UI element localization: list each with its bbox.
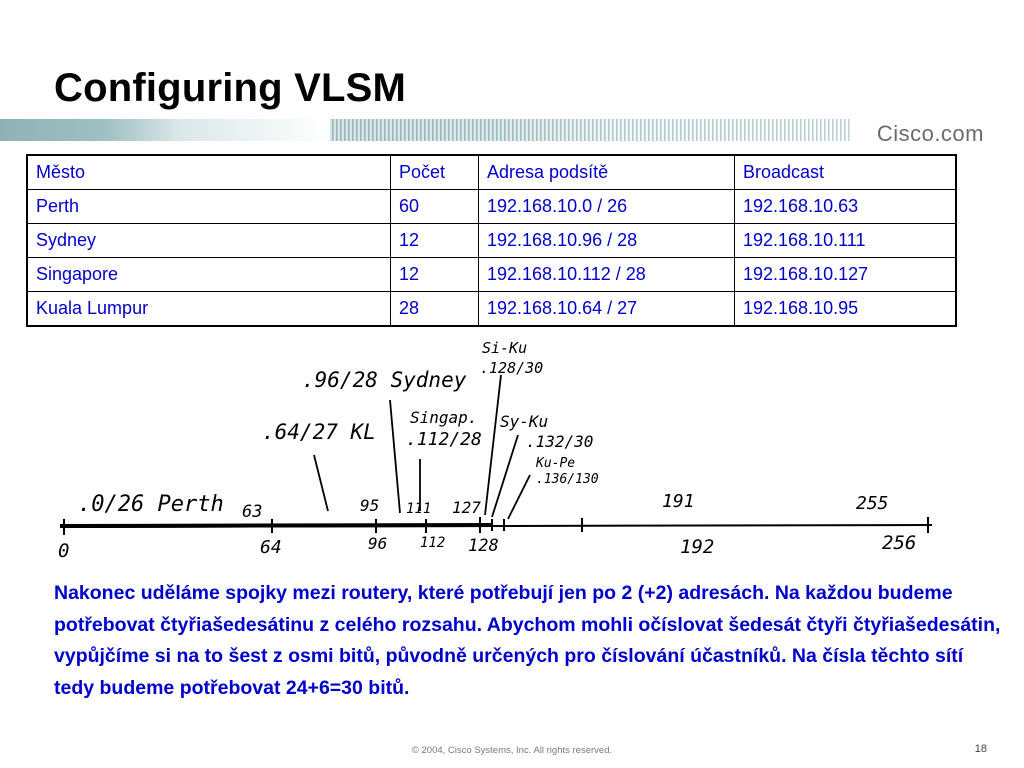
annotation-ku-pe: Ku-Pe (536, 456, 576, 471)
label-0: 0 (58, 540, 70, 562)
pointer-line (492, 435, 518, 517)
label-255: 255 (856, 493, 889, 514)
table-cell: Kuala Lumpur (27, 292, 391, 327)
vlsm-table (26, 154, 957, 327)
label-191: 191 (662, 491, 695, 512)
annotation-singapore: Singap. (410, 408, 478, 427)
table-cell: 192.168.10.64 / 27 (479, 292, 735, 327)
table-cell: 12 (391, 224, 479, 258)
annotation-sy-ku-net: .132/30 (526, 432, 594, 451)
label-192: 192 (680, 536, 715, 558)
annotation-kl: .64/27 KL (262, 420, 376, 444)
label-63: 63 (242, 502, 263, 522)
table-cell: Singapore (27, 258, 391, 292)
annotation-sy-ku: Sy-Ku (500, 412, 549, 431)
label-96: 96 (368, 534, 388, 553)
table-cell: 192.168.10.127 (735, 258, 957, 292)
pointer-line (390, 400, 400, 513)
explanation-paragraph: Nakonec uděláme spojky mezi routery, které potřebují jen po 2 (+2) adresách. Na každou budeme potřebovat čtyřiašedesátinu z celého rozsahu. Abychom mohli očíslovat šedesát čtyři čtyřiašedesátin, vypůjčíme si na to šest z osmi bitů, původně určených pro číslování účastníků. Na čísla těchto sítí tedy budeme potřebovat 24+6=30 bitů. (54, 582, 1001, 699)
table-cell: 192.168.10.95 (735, 292, 957, 327)
table-cell: 12 (391, 258, 479, 292)
pointer-line (314, 455, 328, 511)
label-112: 112 (420, 535, 446, 551)
table-row (27, 190, 956, 224)
cisco-logo-text: Cisco.com (876, 121, 984, 146)
table-cell: 192.168.10.0 / 26 (479, 190, 735, 224)
table-cell: Sydney (27, 224, 391, 258)
annotation-si-ku-net: .128/30 (480, 359, 544, 377)
header-cell: Město (27, 155, 391, 190)
table-cell: 60 (391, 190, 479, 224)
table-cell: 192.168.10.96 / 28 (479, 224, 735, 258)
label-127: 127 (452, 498, 481, 517)
label-111: 111 (406, 501, 432, 517)
header-cell: Počet (391, 155, 479, 190)
table-row (27, 258, 956, 292)
label-95: 95 (360, 496, 380, 515)
annotation-singapore-net: .112/28 (406, 429, 482, 450)
slide-title: Configuring VLSM (54, 66, 407, 110)
copyright-footer: © 2004, Cisco Systems, Inc. All rights reserved. (411, 745, 613, 756)
table-cell: Perth (27, 190, 391, 224)
axis-thick-segment (60, 525, 492, 526)
header-cell: Adresa podsítě (479, 155, 735, 190)
table-header-row (27, 155, 956, 190)
address-range-sketch (52, 335, 952, 567)
label-256: 256 (882, 532, 917, 554)
label-perth: .0/26 Perth (78, 492, 224, 517)
table-cell: 192.168.10.63 (735, 190, 957, 224)
table-row (27, 224, 956, 258)
label-128: 128 (468, 536, 499, 556)
header-cell: Broadcast (735, 155, 957, 190)
annotation-si-ku: Si-Ku (482, 339, 528, 357)
page-number: 18 (974, 743, 987, 755)
table-cell: 192.168.10.111 (735, 224, 957, 258)
pointer-line (508, 475, 530, 519)
header-band (0, 119, 1024, 141)
annotation-ku-pe-net: .136/130 (536, 472, 599, 487)
table-row (27, 292, 956, 327)
label-64: 64 (260, 537, 282, 558)
annotation-sydney: .96/28 Sydney (302, 368, 467, 392)
table-cell: 192.168.10.112 / 28 (479, 258, 735, 292)
table-cell: 28 (391, 292, 479, 327)
